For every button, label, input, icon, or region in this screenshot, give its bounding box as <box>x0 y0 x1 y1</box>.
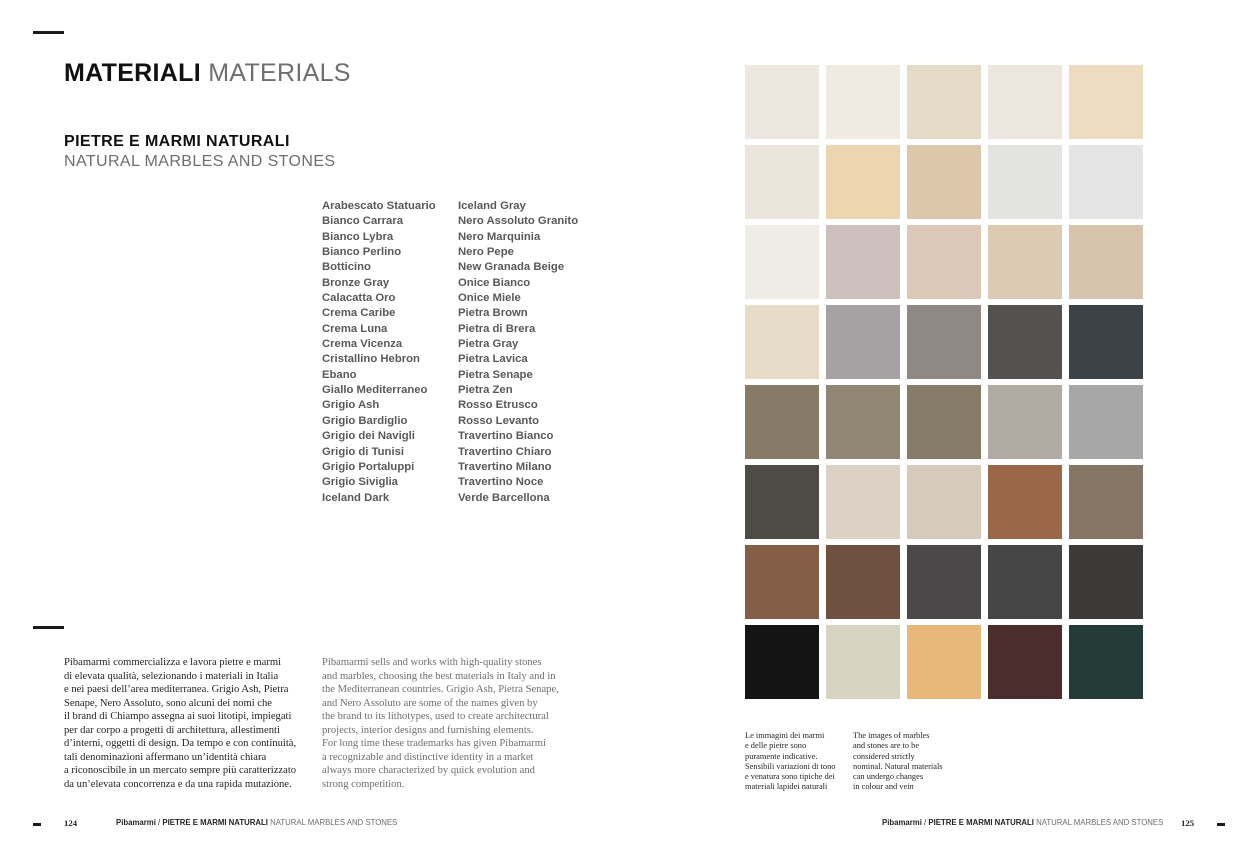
material-name: Verde Barcellona <box>458 491 550 504</box>
material-swatch <box>1069 145 1143 219</box>
material-name: Grigio Siviglia <box>322 476 398 489</box>
material-name: Nero Assoluto Granito <box>458 215 579 228</box>
footer-section-en: NATURAL MARBLES AND STONES <box>270 818 398 827</box>
footer-separator: / <box>921 818 929 827</box>
material-swatch <box>988 145 1062 219</box>
section-title-it: PIETRE E MARMI NATURALI <box>64 133 290 150</box>
material-swatch <box>745 625 819 699</box>
material-swatch <box>907 305 981 379</box>
material-name: Pietra di Brera <box>458 322 536 335</box>
material-name: Nero Pepe <box>458 246 514 259</box>
page-number-right: 125 <box>1181 818 1195 828</box>
footer-section: PIETRE E MARMI NATURALI <box>162 818 268 827</box>
material-swatch <box>826 465 900 539</box>
material-swatch <box>745 465 819 539</box>
material-name: Grigio Bardiglio <box>322 414 408 427</box>
material-swatch <box>1069 305 1143 379</box>
material-name: Pietra Brown <box>458 307 528 320</box>
material-swatch <box>745 385 819 459</box>
page-number-left: 124 <box>64 818 78 828</box>
material-swatch <box>826 545 900 619</box>
material-name: Crema Vicenza <box>322 338 403 351</box>
material-swatch <box>1069 225 1143 299</box>
material-swatch <box>826 305 900 379</box>
material-swatch <box>988 465 1062 539</box>
page-title-bold: MATERIALI <box>64 59 201 87</box>
footer-separator: / <box>155 818 163 827</box>
material-name: Crema Caribe <box>322 307 396 320</box>
material-swatch <box>826 225 900 299</box>
material-name: Bianco Carrara <box>322 215 403 228</box>
material-name: New Granada Beige <box>458 261 565 274</box>
material-swatch <box>745 225 819 299</box>
material-name: Bronze Gray <box>322 276 390 289</box>
material-name: Rosso Etrusco <box>458 399 538 412</box>
material-name: Pietra Lavica <box>458 353 528 366</box>
material-name: Grigio Ash <box>322 399 380 412</box>
material-name: Grigio Portaluppi <box>322 460 415 473</box>
material-name: Rosso Levanto <box>458 414 539 427</box>
footer-section-en: NATURAL MARBLES AND STONES <box>1036 818 1164 827</box>
material-name: Nero Marquinia <box>458 230 541 243</box>
material-name: Botticino <box>322 261 371 274</box>
material-swatch <box>907 385 981 459</box>
material-swatch <box>907 225 981 299</box>
material-swatch <box>826 65 900 139</box>
material-swatch <box>907 65 981 139</box>
page-title-light: MATERIALS <box>208 59 351 87</box>
footer-section: PIETRE E MARMI NATURALI <box>928 818 1034 827</box>
material-swatch <box>988 225 1062 299</box>
material-swatch <box>826 625 900 699</box>
body-text-english: Pibamarmi sells and works with high-quality stones and marbles, choosing the best materials in Italy and in the Mediterranean countries. Grigio Ash, Pietra Senape, and Nero Assoluto are some of the names given by the brand to its lithotypes, used to create architectural projects, interior designs and furnishing elements. For long time these trademarks has given Pibamarmi a recognizable and distinctive identity in a market always more characterized by quick evolution and strong competition. <box>322 657 559 790</box>
material-name: Pietra Senape <box>458 368 533 381</box>
page-title <box>64 59 351 88</box>
material-name: Pietra Gray <box>458 338 519 351</box>
material-name: Travertino Bianco <box>458 430 554 443</box>
material-swatch <box>988 385 1062 459</box>
material-name: Travertino Milano <box>458 460 552 473</box>
top-left-dash <box>33 31 64 34</box>
material-swatch-grid <box>745 65 1143 699</box>
body-text-italian: Pibamarmi commercializza e lavora pietre e marmi di elevata qualità, selezionando i materiali in Italia e nei paesi dell’area mediterranea. Grigio Ash, Pietra Senape, Nero Assoluto, sono alcuni dei nomi che il brand di Chiampo assegna ai suoi litotipi, impiegati per dar corpo a progetti di architettura, allestimenti d’interni, oggetti di design. Da tempo e con continuità, tali denominazioni affermano un’identità chiara a riconoscibile in un mercato sempre più caratterizzato da un’elevata concorrenza e da una rapida mutazione. <box>64 657 297 790</box>
material-swatch <box>826 145 900 219</box>
material-name: Onice Bianco <box>458 276 531 289</box>
footer-left-dash <box>33 823 41 826</box>
footer-brand: Pibamarmi <box>116 818 156 827</box>
material-swatch <box>907 545 981 619</box>
material-swatch <box>988 545 1062 619</box>
material-swatch <box>907 145 981 219</box>
material-name: Grigio dei Navigli <box>322 430 415 443</box>
material-swatch <box>907 465 981 539</box>
material-swatch <box>1069 65 1143 139</box>
material-name: Iceland Dark <box>322 491 390 504</box>
materials-list-column-2 <box>458 199 578 506</box>
footer-left <box>116 818 397 827</box>
section-title-en: NATURAL MARBLES AND STONES <box>64 153 336 170</box>
materials-list-column-1 <box>322 199 436 506</box>
material-swatch <box>988 625 1062 699</box>
bottom-left-dash <box>33 626 64 629</box>
material-name: Calacatta Oro <box>322 292 396 305</box>
material-swatch <box>1069 545 1143 619</box>
material-swatch <box>745 305 819 379</box>
disclaimer-english: The images of marbles and stones are to be considered strictly nominal. Natural materials can undergo changes in colour and vein <box>853 731 943 792</box>
material-name: Bianco Perlino <box>322 246 402 259</box>
material-name: Arabescato Statuario <box>322 200 436 212</box>
footer-right-dash <box>1217 823 1225 826</box>
material-swatch <box>745 545 819 619</box>
material-name: Cristallino Hebron <box>322 353 420 366</box>
material-swatch <box>1069 625 1143 699</box>
material-swatch <box>988 65 1062 139</box>
material-name: Travertino Chiaro <box>458 445 552 458</box>
material-name: Bianco Lybra <box>322 230 394 243</box>
material-name: Crema Luna <box>322 322 388 335</box>
material-name: Giallo Mediterraneo <box>322 384 428 397</box>
material-name: Travertino Noce <box>458 476 544 489</box>
material-swatch <box>1069 385 1143 459</box>
material-swatch <box>988 305 1062 379</box>
material-swatch <box>1069 465 1143 539</box>
disclaimer-italian: Le immagini dei marmi e delle pietre sono puramente indicative. Sensibili variazioni di tono e venatura sono tipiche dei materiali lapidei naturali <box>745 731 836 792</box>
material-name: Pietra Zen <box>458 384 513 397</box>
material-swatch <box>826 385 900 459</box>
material-name: Grigio di Tunisi <box>322 445 405 458</box>
material-name: Ebano <box>322 368 357 381</box>
footer-brand: Pibamarmi <box>882 818 922 827</box>
footer-right <box>882 818 1163 827</box>
material-swatch <box>907 625 981 699</box>
material-name: Iceland Gray <box>458 200 526 212</box>
material-swatch <box>745 65 819 139</box>
material-name: Onice Miele <box>458 292 521 305</box>
material-swatch <box>745 145 819 219</box>
